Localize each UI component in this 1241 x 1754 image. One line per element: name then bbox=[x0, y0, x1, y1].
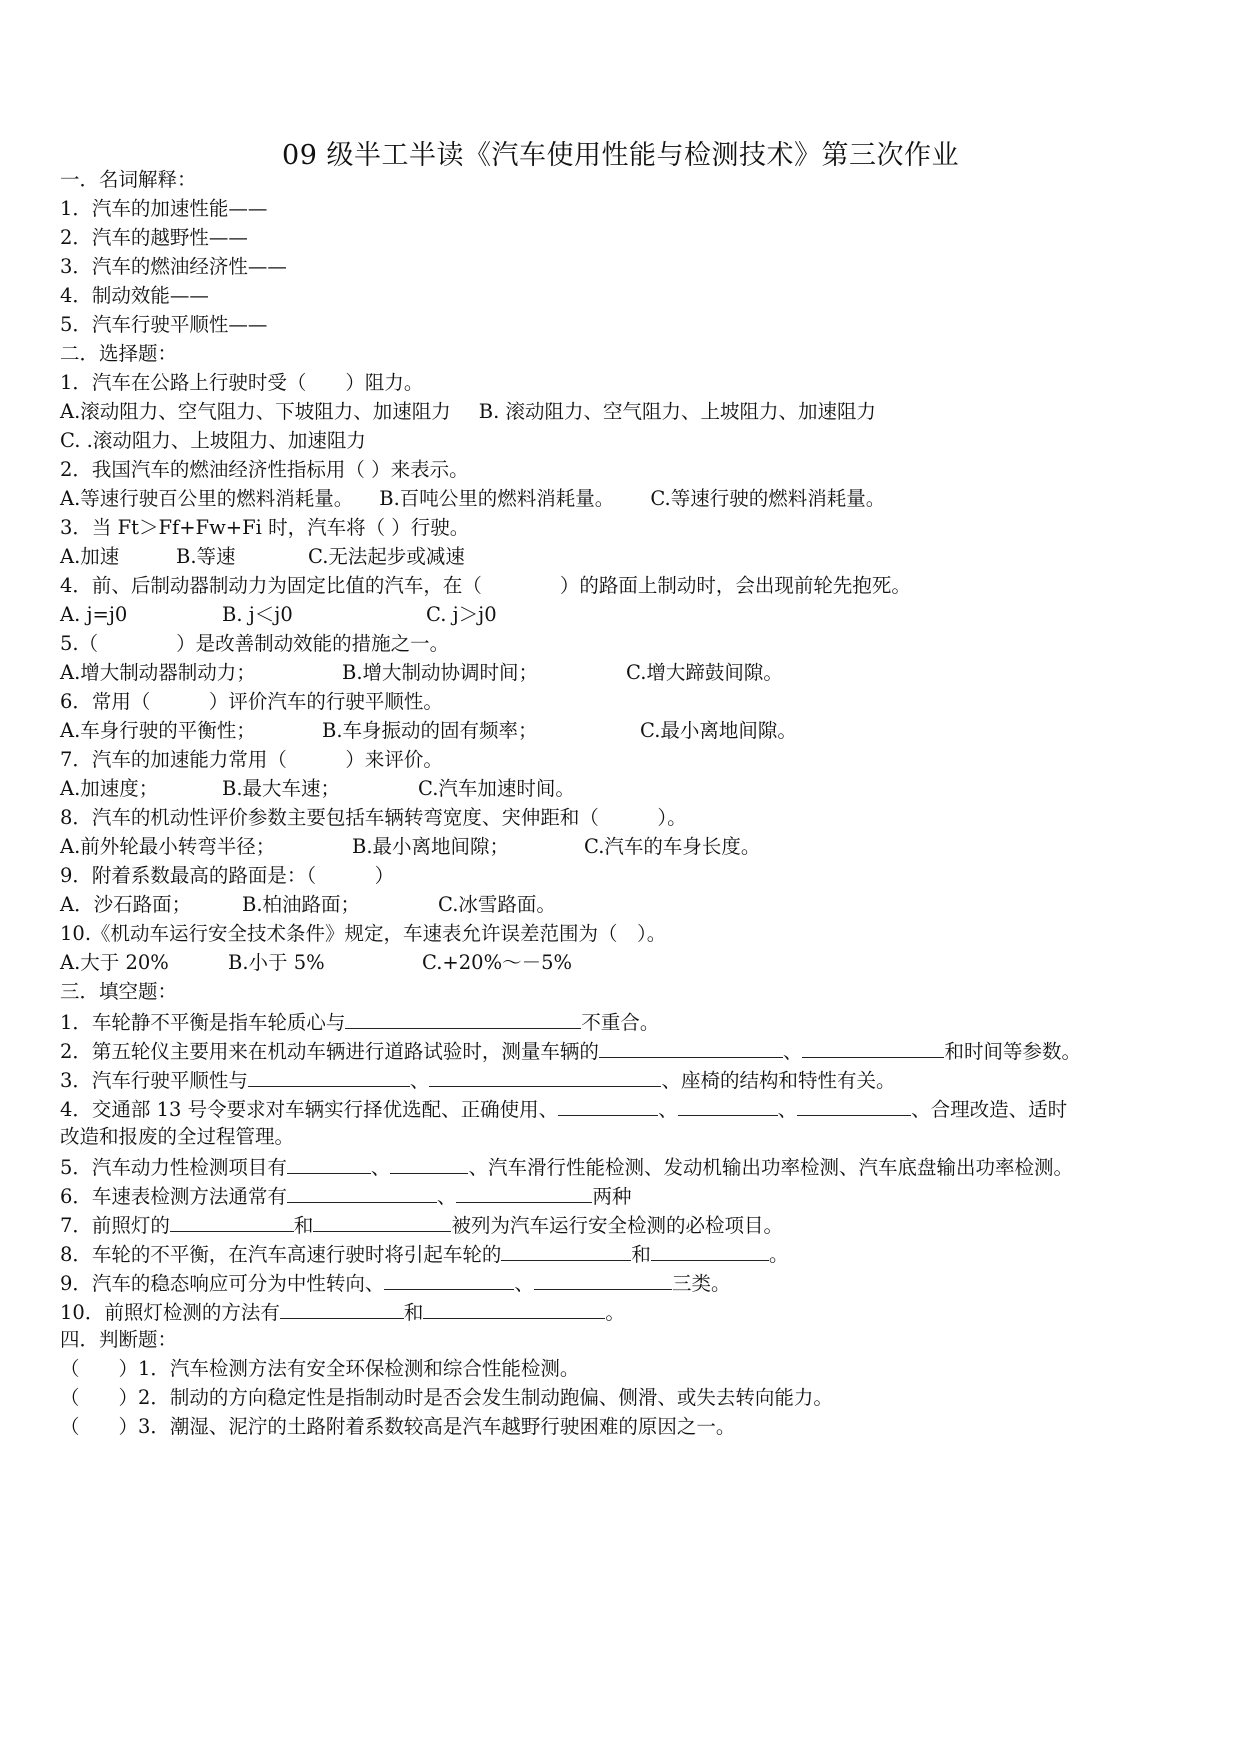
true-false-item: （ ）2．制动的方向稳定性是指制动时是否会发生制动跑偏、侧滑、或失去转向能力。 bbox=[60, 1386, 833, 1409]
question-text: 、 bbox=[436, 1185, 457, 1208]
options-row bbox=[60, 486, 885, 512]
answer-blank[interactable] bbox=[423, 1298, 605, 1319]
options-row bbox=[60, 834, 760, 860]
answer-blank[interactable] bbox=[248, 1066, 410, 1087]
question-text: 4．交通部 13 号令要求对车辆实行择优选配、正确使用、 bbox=[60, 1098, 559, 1121]
answer-blank[interactable] bbox=[558, 1095, 658, 1116]
question-text: 2．第五轮仪主要用来在机动车辆进行道路试验时，测量车辆的 bbox=[60, 1040, 599, 1063]
option: C.汽车加速时间。 bbox=[418, 777, 575, 800]
options-row bbox=[60, 399, 876, 425]
question-text: 5．汽车动力性检测项目有 bbox=[60, 1156, 287, 1179]
answer-blank[interactable] bbox=[280, 1298, 404, 1319]
answer-blank[interactable] bbox=[651, 1240, 769, 1261]
question: 5.（ ）是改善制动效能的措施之一。 bbox=[60, 632, 450, 655]
answer-blank[interactable] bbox=[678, 1095, 778, 1116]
options-row bbox=[60, 602, 497, 628]
definition-item: 5．汽车行驶平顺性—— bbox=[60, 313, 268, 336]
option: B. 滚动阻力、空气阻力、上坡阻力、加速阻力 bbox=[478, 400, 877, 423]
section-heading-definitions: 一．名词解释： bbox=[60, 168, 197, 191]
question-text: 7．前照灯的 bbox=[60, 1214, 170, 1237]
option: A.增大制动器制动力； bbox=[60, 661, 256, 684]
answer-blank[interactable] bbox=[534, 1269, 672, 1290]
option: B.车身振动的固有频率； bbox=[322, 719, 538, 742]
option: C. j＞j0 bbox=[426, 603, 497, 626]
option: C.无法起步或减速 bbox=[308, 545, 465, 568]
question: 7．汽车的加速能力常用（ ）来评价。 bbox=[60, 748, 443, 771]
question: 8．汽车的机动性评价参数主要包括车辆转弯宽度、宊伸距和（ ）。 bbox=[60, 806, 687, 829]
option: B.最小离地间隙； bbox=[352, 835, 510, 858]
fill-question bbox=[60, 1008, 659, 1036]
question: 2．我国汽车的燃油经济性指标用（ ）来表示。 bbox=[60, 458, 469, 481]
fill-question bbox=[60, 1153, 1073, 1181]
question-text: 和 bbox=[403, 1301, 424, 1324]
question-text: 。 bbox=[768, 1243, 789, 1266]
question-text: 9．汽车的稳态响应可分为中性转向、 bbox=[60, 1272, 385, 1295]
answer-blank[interactable] bbox=[170, 1211, 294, 1232]
option: A.等速行驶百公里的燃料消耗量。 bbox=[60, 487, 354, 510]
answer-blank[interactable] bbox=[287, 1182, 437, 1203]
question-text: 和 bbox=[293, 1214, 314, 1237]
question-text: 。 bbox=[605, 1301, 625, 1324]
option: A．沙石路面； bbox=[60, 893, 192, 916]
answer-blank[interactable] bbox=[429, 1066, 661, 1087]
section-heading-choice: 二．选择题： bbox=[60, 342, 178, 365]
question-text: 3．汽车行驶平顺性与 bbox=[60, 1069, 248, 1092]
answer-blank[interactable] bbox=[456, 1182, 592, 1203]
question-text: 两种 bbox=[592, 1185, 632, 1208]
true-false-item: （ ）1．汽车检测方法有安全环保检测和综合性能检测。 bbox=[60, 1357, 580, 1380]
option: B.增大制动协调时间； bbox=[342, 661, 539, 684]
option: B.百吨公里的燃料消耗量。 bbox=[379, 487, 615, 510]
option: B.小于 5% bbox=[228, 951, 325, 974]
question-text: 和 bbox=[631, 1243, 651, 1266]
question: 10.《机动车运行安全技术条件》规定，车速表允许误差范围为（ ）。 bbox=[60, 922, 667, 945]
question-text: 、 bbox=[370, 1156, 391, 1179]
question-text: 、 bbox=[514, 1272, 534, 1295]
definition-item: 1．汽车的加速性能—— bbox=[60, 197, 268, 220]
definition-item: 3．汽车的燃油经济性—— bbox=[60, 255, 287, 278]
question-text: 、 bbox=[409, 1069, 430, 1092]
question-text: 、 bbox=[782, 1040, 803, 1063]
answer-blank[interactable] bbox=[390, 1153, 468, 1174]
option: A. j=j0 bbox=[60, 603, 128, 626]
question-text: 不重合。 bbox=[581, 1011, 660, 1034]
fill-question bbox=[60, 1182, 631, 1210]
answer-blank[interactable] bbox=[802, 1037, 944, 1058]
option: C.+20%～－5% bbox=[422, 951, 573, 974]
option: C.最小离地间隙。 bbox=[640, 719, 797, 742]
option: C.等速行驶的燃料消耗量。 bbox=[650, 487, 886, 510]
question-text: 三类。 bbox=[671, 1272, 731, 1295]
fill-question bbox=[60, 1240, 788, 1268]
option: C.增大蹄鼓间隙。 bbox=[626, 661, 783, 684]
option: C. .滚动阻力、上坡阻力、加速阻力 bbox=[60, 429, 366, 452]
answer-blank[interactable] bbox=[599, 1037, 783, 1058]
fill-question-continued: 改造和报废的全过程管理。 bbox=[60, 1125, 295, 1148]
question-text: 、 bbox=[777, 1098, 798, 1121]
fill-question bbox=[60, 1037, 1081, 1065]
question-text: 8．车轮的不平衡，在汽车高速行驶时将引起车轮的 bbox=[60, 1243, 502, 1266]
options-row bbox=[60, 776, 575, 802]
section-heading-fill-in: 三．填空题： bbox=[60, 980, 178, 1003]
answer-blank[interactable] bbox=[287, 1153, 371, 1174]
question: 3．当 Ft＞Ff+Fw+Fi 时，汽车将（ ）行驶。 bbox=[60, 516, 470, 539]
option: A.加速 bbox=[60, 545, 120, 568]
option: A.前外轮最小转弯半径； bbox=[60, 835, 276, 858]
question-text: 6．车速表检测方法通常有 bbox=[60, 1185, 287, 1208]
options-row bbox=[60, 544, 465, 570]
options-row bbox=[60, 660, 783, 686]
fill-question bbox=[60, 1211, 783, 1239]
question-text: 、座椅的结构和特性有关。 bbox=[661, 1069, 896, 1092]
question: 1．汽车在公路上行驶时受（ ）阻力。 bbox=[60, 371, 424, 394]
question-text: 、 bbox=[658, 1098, 678, 1121]
question-text: 被列为汽车运行安全检测的必检项目。 bbox=[451, 1214, 783, 1237]
option: A.滚动阻力、空气阻力、下坡阻力、加速阻力 bbox=[60, 400, 451, 423]
question-text: 1．车轮静不平衡是指车轮质心与 bbox=[60, 1011, 346, 1034]
option: B.等速 bbox=[176, 545, 236, 568]
question-text: 和时间等参数。 bbox=[944, 1040, 1081, 1063]
option: B.最大车速； bbox=[222, 777, 341, 800]
definition-item: 2．汽车的越野性—— bbox=[60, 226, 248, 249]
option: B.柏油路面； bbox=[242, 893, 361, 916]
question: 9．附着系数最高的路面是：（ ） bbox=[60, 864, 395, 887]
page-title: 09 级半工半读《汽车使用性能与检测技术》第三次作业 bbox=[282, 140, 959, 171]
options-row bbox=[60, 950, 572, 976]
question-text: 、汽车滑行性能检测、发动机输出功率检测、汽车底盘输出功率检测。 bbox=[468, 1156, 1073, 1179]
option: C.汽车的车身长度。 bbox=[584, 835, 761, 858]
option: B. j＜j0 bbox=[222, 603, 293, 626]
true-false-item: （ ）3．潮湿、泥泞的土路附着系数较高是汽车越野行驶困难的原因之一。 bbox=[60, 1415, 736, 1438]
fill-question bbox=[60, 1095, 1067, 1123]
section-heading-true-false: 四．判断题： bbox=[60, 1328, 178, 1351]
question-text: 、合理改造、适时 bbox=[911, 1098, 1068, 1121]
options-row bbox=[60, 892, 556, 918]
option: C.冰雪路面。 bbox=[438, 893, 556, 916]
answer-blank[interactable] bbox=[313, 1211, 451, 1232]
question: 4．前、后制动器制动力为固定比值的汽车，在（ ）的路面上制动时，会出现前轮先抱死。 bbox=[60, 574, 911, 597]
question-text: 10．前照灯检测的方法有 bbox=[60, 1301, 280, 1324]
answer-blank[interactable] bbox=[345, 1008, 581, 1029]
option: A.车身行驶的平衡性； bbox=[60, 719, 256, 742]
options-row bbox=[60, 718, 797, 744]
option: A.大于 20% bbox=[60, 951, 169, 974]
answer-blank[interactable] bbox=[797, 1095, 911, 1116]
fill-question bbox=[60, 1269, 730, 1297]
fill-question bbox=[60, 1066, 895, 1094]
definition-item: 4．制动效能—— bbox=[60, 284, 209, 307]
option: A.加速度； bbox=[60, 777, 159, 800]
fill-question bbox=[60, 1298, 625, 1326]
answer-blank[interactable] bbox=[501, 1240, 631, 1261]
question: 6．常用（ ）评价汽车的行驶平顺性。 bbox=[60, 690, 443, 713]
answer-blank[interactable] bbox=[384, 1269, 514, 1290]
